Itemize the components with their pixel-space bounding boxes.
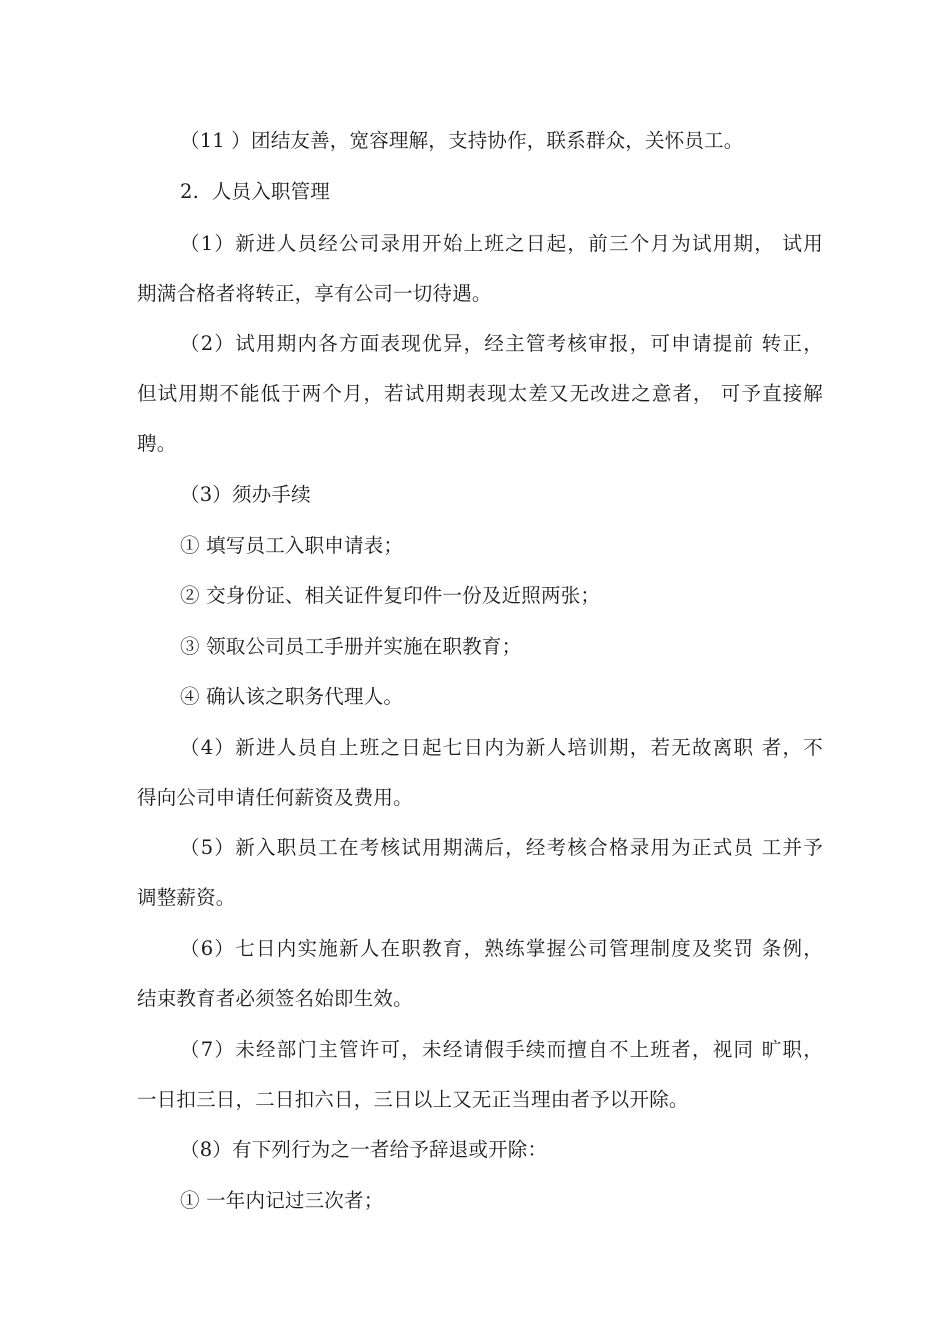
paragraph-line: （7）未经部门主管许可，未经请假手续而擅自不上班者，视同 旷职， <box>180 1038 823 1061</box>
list-item: ③ 领取公司员工手册并实施在职教育； <box>180 635 522 658</box>
section-heading: 2. 人员入职管理 <box>180 180 331 203</box>
paragraph-line: 但试用期不能低于两个月，若试用期表现太差又无改进之意者， 可予直接解 <box>137 382 823 405</box>
list-item: ① 一年内记过三次者； <box>180 1189 384 1212</box>
paragraph-line: 结束教育者必须签名始即生效。 <box>137 987 413 1010</box>
paragraph-line: （3）须办手续 <box>180 483 311 506</box>
paragraph-line: （6）七日内实施新人在职教育，熟练掌握公司管理制度及奖罚 条例， <box>180 937 823 960</box>
paragraph-line: （1）新进人员经公司录用开始上班之日起，前三个月为试用期， 试用 <box>180 232 823 255</box>
paragraph-line: 聘。 <box>137 432 177 455</box>
paragraph-line: 调整薪资。 <box>137 886 236 909</box>
list-item: ② 交身份证、相关证件复印件一份及近照两张； <box>180 584 601 607</box>
paragraph-line: （2）试用期内各方面表现优异，经主管考核审报，可申请提前 转正， <box>180 332 823 355</box>
paragraph-line: 得向公司申请任何薪资及费用。 <box>137 786 413 809</box>
paragraph-line: 一日扣三日，二日扣六日，三日以上又无正当理由者予以开除。 <box>137 1088 689 1111</box>
paragraph-line: （4）新进人员自上班之日起七日内为新人培训期，若无故离职 者，不 <box>180 736 823 759</box>
paragraph-line: （5）新入职员工在考核试用期满后，经考核合格录用为正式员 工并予 <box>180 836 823 859</box>
list-item: ① 填写员工入职申请表； <box>180 534 404 557</box>
paragraph-line: （8）有下列行为之一者给予辞退或开除： <box>180 1138 548 1161</box>
list-item: ④ 确认该之职务代理人。 <box>180 685 404 708</box>
paragraph-line: （11 ）团结友善，宽容理解，支持协作，联系群众，关怀员工。 <box>180 129 744 152</box>
paragraph-line: 期满合格者将转正，享有公司一切待遇。 <box>137 282 492 305</box>
